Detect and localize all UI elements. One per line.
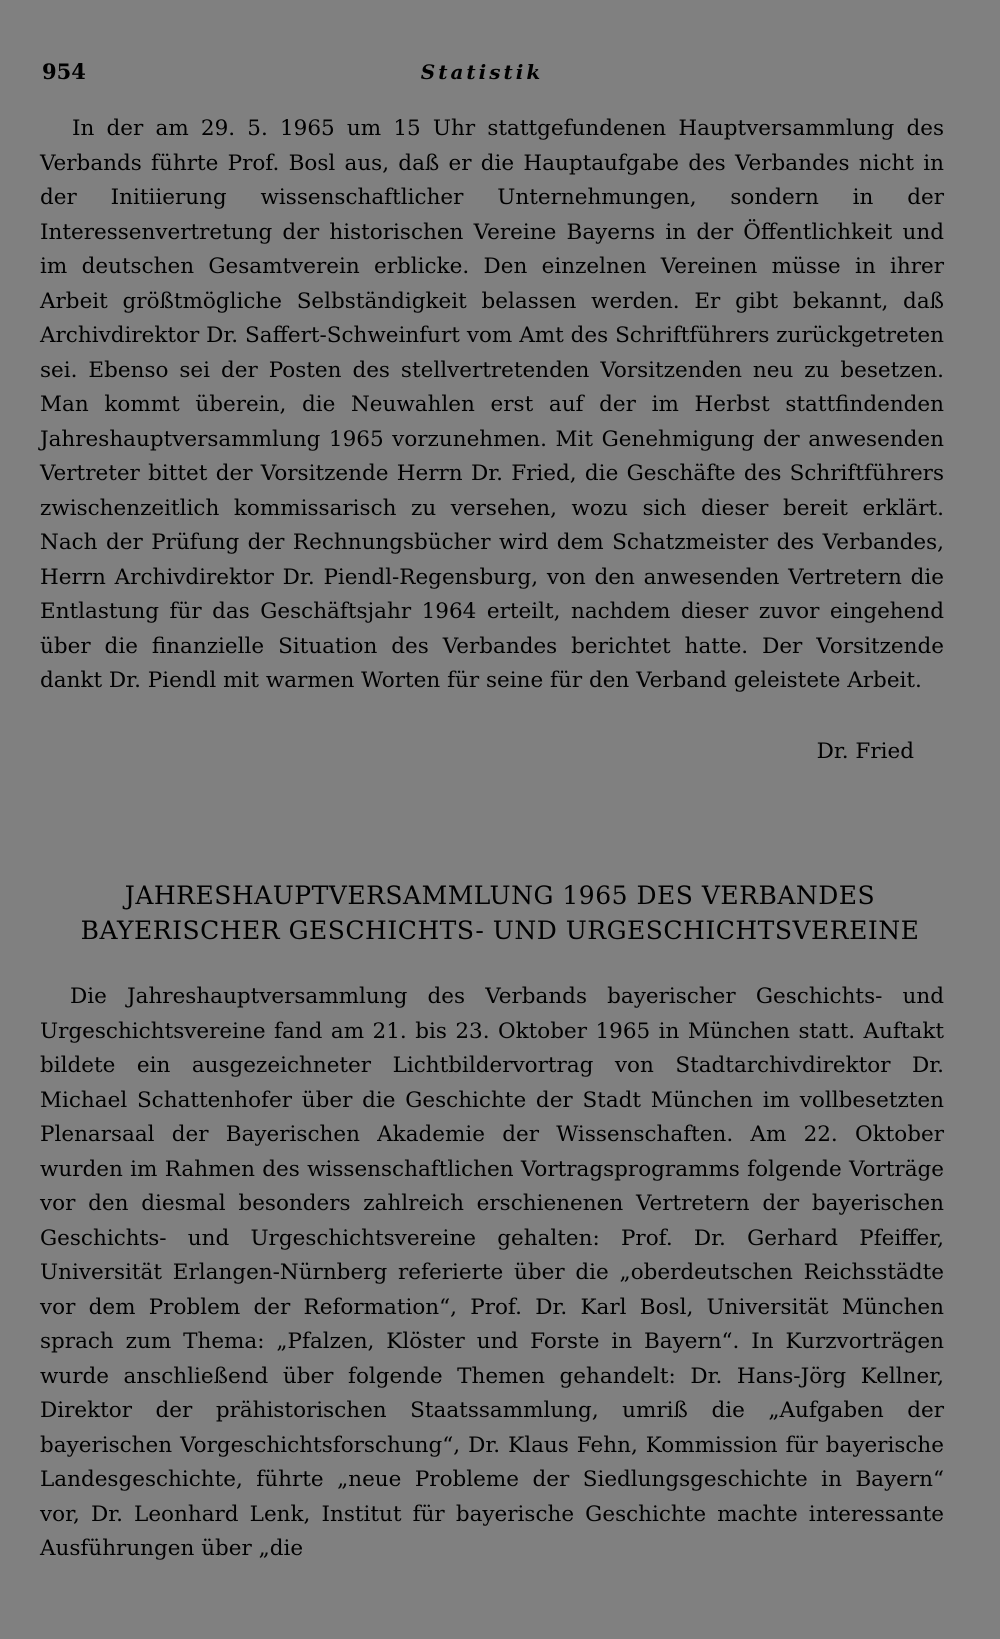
signature: Dr. Fried: [816, 739, 914, 764]
paragraph-hauptversammlung: In der am 29. 5. 1965 um 15 Uhr stattgefundenen Hauptversammlung des Verbands führte Prof. Bosl aus, daß er die Hauptaufgabe des Verbandes nicht in der Initiierung wissenschaftlicher Unternehmungen, sondern in der Interessenvertretung der historischen Vereine Bayerns in der Öffentlichkeit und im deutschen Gesamtverein erblicke. Den einzelnen Vereinen müsse in ihrer Arbeit größtmögliche Selbständigkeit belassen werden. Er gibt bekannt, daß Archivdirektor Dr. Saffert-Schweinfurt vom Amt des Schriftführers zurückgetreten sei. Ebenso sei der Posten des stellvertretenden Vorsitzenden neu zu besetzen. Man kommt überein, die Neuwahlen erst auf der im Herbst stattfindenden Jahreshauptversammlung 1965 vorzunehmen. Mit Genehmigung der anwesenden Vertreter bittet der Vorsitzende Herrn Dr. Fried, die Geschäfte des Schriftführers zwischenzeitlich kommissarisch zu versehen, wozu sich dieser bereit erklärt. Nach der Prüfung der Rechnungsbücher wird dem Schatzmeister des Verbandes, Herrn Archivdirektor Dr. Piendl-Regensburg, von den anwesenden Vertretern die Entlastung für das Geschäftsjahr 1964 erteilt, nachdem dieser zuvor eingehend über die finanzielle Situation des Verbandes berichtet hatte. Der Vorsitzende dankt Dr. Piendl mit warmen Worten für seine für den Verband geleistete Arbeit.: [40, 116, 944, 693]
paragraph-jahreshauptversammlung: Die Jahreshauptversammlung des Verbands bayerischer Geschichts- und Urgeschichtsvereine fand am 21. bis 23. Oktober 1965 in München statt. Auftakt bildete ein ausgezeichneter Lichtbildervortrag von Stadtarchivdirektor Dr. Michael Schattenhofer über die Geschichte der Stadt München im vollbesetzten Plenarsaal der Bayerischen Akademie der Wissenschaften. Am 22. Oktober wurden im Rahmen des wissenschaftlichen Vortragsprogramms folgende Vorträge vor den diesmal besonders zahlreich erschienenen Vertretern der bayerischen Geschichts- und Urgeschichtsvereine gehalten: Prof. Dr. Gerhard Pfeiffer, Universität Erlangen-Nürnberg referierte über die „oberdeutschen Reichsstädte vor dem Problem der Reformation“, Prof. Dr. Karl Bosl, Universität München sprach zum Thema: „Pfalzen, Klöster und Forste in Bayern“. In Kurzvorträgen wurde anschließend über folgende Themen gehandelt: Dr. Hans-Jörg Kellner, Direktor der prähistorischen Staatssammlung, umriß die „Aufgaben der bayerischen Vorgeschichtsforschung“, Dr. Klaus Fehn, Kommission für bayerische Landesgeschichte, führte „neue Probleme der Siedlungsgeschichte in Bayern“ vor, Dr. Leonhard Lenk, Institut für bayerische Geschichte machte interessante Ausführungen über „die: [40, 984, 944, 1561]
section-title-line-2: BAYERISCHER GESCHICHTS- UND URGESCHICHTSVEREINE: [80, 916, 920, 945]
page-header: [42, 57, 922, 87]
section-title-line-1: JAHRESHAUPTVERSAMMLUNG 1965 DES VERBANDES: [124, 881, 876, 910]
page-number: 954: [42, 59, 86, 84]
section-title: [30, 878, 970, 948]
running-title: Statistik: [420, 60, 544, 84]
